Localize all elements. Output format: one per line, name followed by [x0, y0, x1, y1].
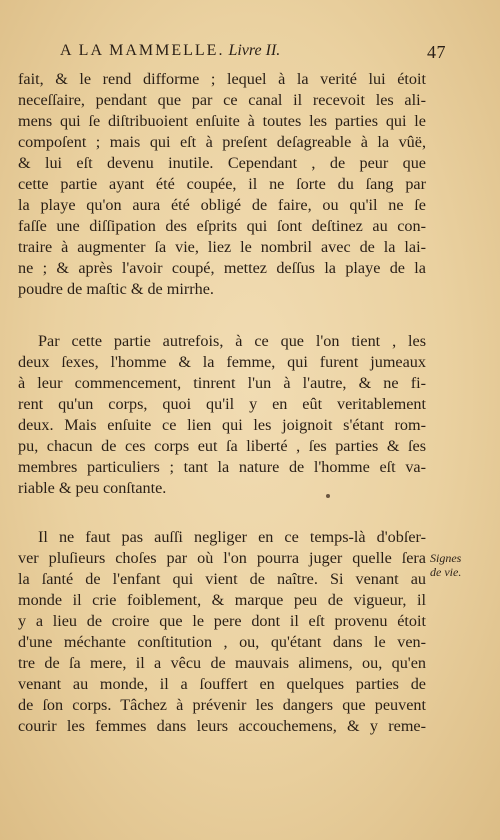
text-line: ne ; & après l'avoir coupé, mettez deſſus la playe de la: [18, 259, 426, 277]
text-line: Il ne faut pas auſſi negliger en ce temps-là d'obſer-: [38, 528, 426, 546]
paragraph-1: [18, 69, 426, 300]
text-line: pu, chacun de ces corps eut ſa liberté , ſes parties & ſes: [18, 437, 426, 455]
margin-note: [430, 551, 490, 579]
text-line: compoſent ; mais qui eſt à preſent deſagreable à la vûë,: [18, 133, 426, 151]
text-line: venant au monde, il a ſouffert en quelques parties de: [18, 675, 426, 693]
paragraph-3: [18, 527, 426, 737]
ink-speck: [326, 494, 330, 498]
text-line: à leur commencement, tinrent l'un à l'autre, & ne fi-: [18, 374, 426, 392]
text-line: y a lieu de croire que le pere dont il eſt provenu étoit: [18, 612, 426, 630]
margin-note-line: Signes: [430, 551, 462, 565]
text-line: deux. Mais enſuite ce lien qui les joignoit s'étant rom-: [18, 416, 426, 434]
text-line: membres particuliers ; tant la nature de l'homme eſt va-: [18, 458, 426, 476]
text-line: rent qu'un corps, quoi qu'il y en eût veritablement: [18, 395, 426, 413]
text-line: deux ſexes, l'homme & la femme, qui furent jumeaux: [18, 353, 426, 371]
text-line: mens qui ſe diſtribuoient enſuite à toutes les parties qui le: [18, 112, 426, 130]
running-head-title: A LA MAMMELLE.: [60, 42, 225, 59]
text-line: neceſſaire, pendant que par ce canal il recevoit les ali-: [18, 91, 426, 109]
text-line: traire à augmenter ſa vie, liez le nombril avec de la lai-: [18, 238, 426, 256]
text-line: poudre de maſtic & de mirrhe.: [18, 280, 214, 298]
running-head-book: Livre II.: [228, 42, 281, 59]
page-header: [60, 42, 446, 66]
text-line: fait, & le rend difforme ; lequel à la verité lui étoit: [18, 70, 426, 88]
text-line: & lui eſt devenu inutile. Cependant , de peur que: [18, 154, 426, 172]
text-line: la playe qu'on aura été obligé de faire, ou qu'il ne ſe: [18, 196, 426, 214]
text-line: monde il crie foiblement, & marque peu de vigueur, il: [18, 591, 426, 609]
text-line: d'une méchante conſtitution , ou, qu'étant dans le ven-: [18, 633, 426, 651]
text-line: courir les femmes dans leurs accouchemens, & y reme-: [18, 717, 426, 735]
text-line: Par cette partie autrefois, à ce que l'on tient , les: [38, 332, 426, 350]
running-head: [60, 42, 280, 60]
text-line: ver pluſieurs choſes par où l'on pourra juger quelle ſera: [18, 549, 426, 567]
text-line: de ſon corps. Tâchez à prévenir les dangers que peuvent: [18, 696, 426, 714]
margin-note-line: de vie.: [430, 565, 462, 579]
paragraph-2: [18, 331, 426, 499]
page-number: 47: [427, 42, 446, 62]
text-line: faſſe une diſſipation des eſprits qui ſont deſtinez au con-: [18, 217, 426, 235]
text-line: riable & peu conſtante.: [18, 479, 167, 497]
text-line: la ſanté de l'enfant qui vient de naître. Si venant au: [18, 570, 426, 588]
text-line: tre de ſa mere, il a vêcu de mauvais alimens, ou, qu'en: [18, 654, 426, 672]
text-line: cette partie ayant été coupée, il ne ſorte du ſang par: [18, 175, 426, 193]
